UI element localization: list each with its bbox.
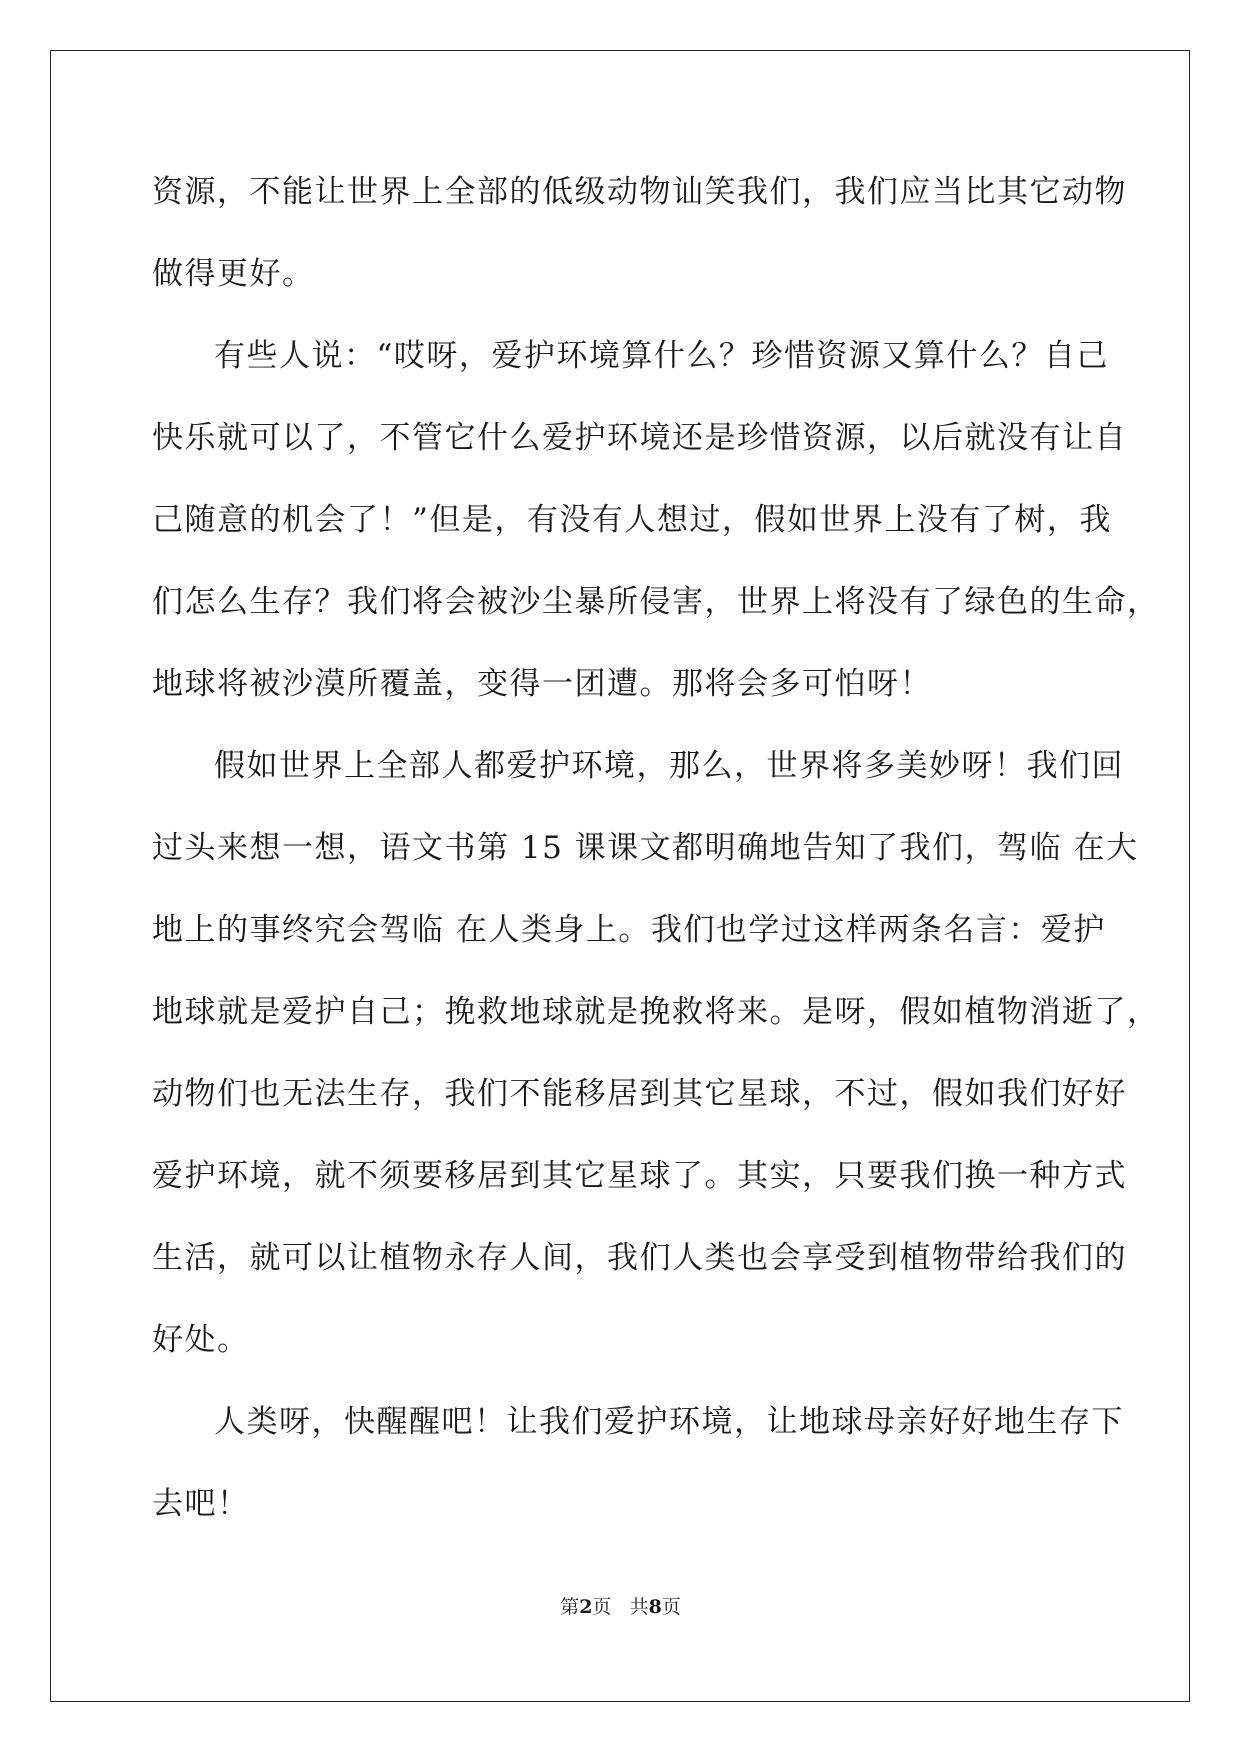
total-suffix: 页 <box>661 1596 681 1618</box>
total-pages: 8 <box>648 1596 662 1618</box>
text-line: 地球将被沙漠所覆盖，变得一团遭。那将会多可怕呀！ <box>152 666 932 702</box>
text-line: 有些人说：“哎呀，爱护环境算什么？珍惜资源又算什么？自己 <box>214 338 1109 374</box>
text-line: 生活，就可以让植物永存人间，我们人类也会享受到植物带给我们的 <box>152 1240 1127 1276</box>
text-line: 假如世界上全部人都爱护环境，那么，世界将多美妙呀！我们回 <box>214 748 1124 784</box>
text-line: 快乐就可以了，不管它什么爱护环境还是珍惜资源，以后就没有让自 <box>152 420 1127 456</box>
text-line: 人类呀，快醒醒吧！让我们爱护环境，让地球母亲好好地生存下 <box>214 1404 1124 1440</box>
page-frame <box>50 50 1190 1702</box>
text-line: 做得更好。 <box>152 256 315 292</box>
text-line: 好处。 <box>152 1322 250 1358</box>
page-suffix: 页 <box>592 1596 612 1618</box>
text-line: 爱护环境，就不须要移居到其它星球了。其实，只要我们换一种方式 <box>152 1158 1127 1194</box>
text-line: 去吧！ <box>152 1486 250 1522</box>
text-line: 们怎么生存？我们将会被沙尘暴所侵害，世界上将没有了绿色的生命， <box>152 584 1160 620</box>
text-line: 地球就是爱护自己；挽救地球就是挽救将来。是呀，假如植物消逝了， <box>152 994 1160 1030</box>
text-line: 过头来想一想，语文书第 15 课课文都明确地告知了我们，驾临 在大 <box>152 830 1139 866</box>
text-line: 动物们也无法生存，我们不能移居到其它星球，不过，假如我们好好 <box>152 1076 1127 1112</box>
page-prefix: 第 <box>560 1596 580 1618</box>
page-footer <box>0 1595 1241 1619</box>
total-prefix: 共 <box>629 1596 649 1618</box>
text-line: 资源，不能让世界上全部的低级动物讪笑我们，我们应当比其它动物 <box>152 174 1127 210</box>
text-line: 己随意的机会了！”但是，有没有人想过，假如世界上没有了树，我 <box>152 502 1112 538</box>
page-number: 2 <box>579 1596 593 1618</box>
text-line: 地上的事终究会驾临 在人类身上。我们也学过这样两条名言：爱护 <box>152 912 1106 948</box>
